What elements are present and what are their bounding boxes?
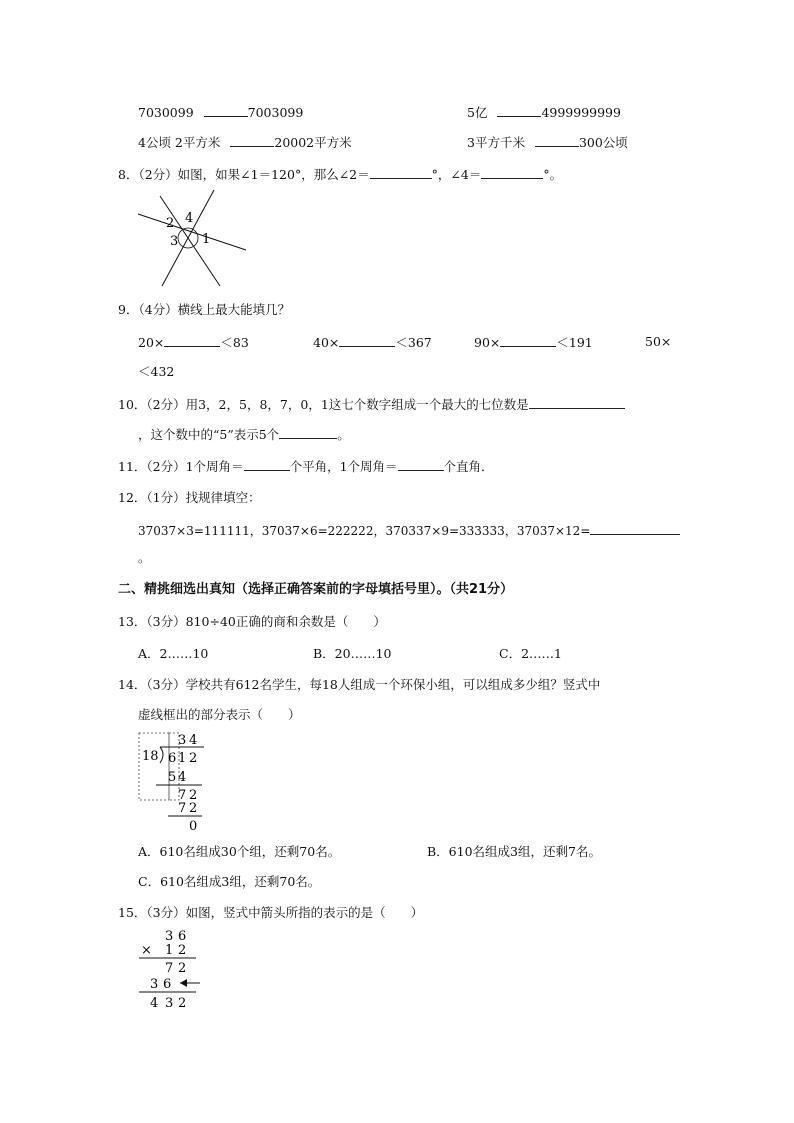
q10-text-c: 。 [337, 427, 350, 442]
q7-row1-right-value: 7003099 [247, 105, 304, 120]
q8-label-1: 1 [202, 232, 211, 247]
q10-text-a: 用3，2，5，8，7，0，1这七个数字组成一个最大的七位数是 [185, 397, 529, 412]
q13-text: 810÷40正确的商和余数是（ ） [185, 614, 386, 629]
q11-text-b: 个平角，1个周角＝ [289, 459, 398, 474]
q7-row2-left-value: 5亿 [467, 105, 488, 120]
q13-question [118, 614, 386, 630]
q9-item4 [645, 334, 671, 350]
q15-text: 如图，竖式中箭头所指的表示的是（ ） [185, 905, 424, 920]
q12-tail [138, 550, 151, 566]
q9-item3-post: ＜191 [556, 335, 593, 350]
q15-partial1-digit1: 7 [165, 961, 174, 976]
q8-angle2-blank[interactable] [370, 166, 432, 179]
q14-question-line2: 虚线框出的部分表示（ ） [138, 707, 301, 722]
q15-top-digit2: 6 [178, 929, 187, 944]
q9-item2 [313, 334, 432, 351]
q9-item1-blank[interactable] [164, 334, 220, 347]
q15-multiplication-figure [136, 926, 216, 1014]
q10-score: （2分） [146, 397, 186, 412]
q13-option-a[interactable]: A．2……10 [138, 646, 209, 661]
q14-option-a[interactable]: A．610名组成30个组，还剩70名。 [138, 844, 341, 859]
q8-text-a: 如图，如果∠1＝120°，那么∠2＝ [177, 167, 370, 182]
q8-label-3: 3 [170, 234, 179, 249]
q14-step3-digit1: 7 [178, 801, 187, 816]
q15-result-digit1: 4 [150, 996, 159, 1011]
q7-row1-answer-blank[interactable] [204, 104, 248, 117]
q7-row3-left-value: 4公顷 2平方米 [138, 135, 221, 150]
q8-label-4: 4 [185, 211, 194, 226]
q9-item3-pre: 90× [474, 335, 501, 350]
q14-long-division-figure [132, 730, 222, 834]
q12-score: （1分） [146, 490, 186, 505]
q9-item4-tail [138, 364, 174, 380]
q14-number: 14． [118, 677, 147, 692]
q13-score: （3分） [146, 614, 186, 629]
q10-question-line2 [138, 426, 350, 443]
q13-option-b[interactable]: B．20……10 [313, 646, 392, 661]
q15-partial2-digit2: 6 [163, 977, 172, 992]
q14-question-line1 [118, 677, 600, 693]
q14-option-c[interactable]: C．610名组成3组，还剩70名。 [138, 874, 321, 889]
q7-row4-left-value: 3平方千米 [467, 135, 525, 150]
q11-text-c: 个直角． [443, 459, 494, 474]
q15-top-digit1: 3 [165, 929, 174, 944]
q9-item2-blank[interactable] [339, 334, 395, 347]
q8-label-2: 2 [166, 216, 175, 231]
q14-dividend-digit2: 1 [178, 751, 187, 766]
q9-item3-blank[interactable] [500, 334, 556, 347]
q9-question [118, 302, 290, 318]
q8-text-c: °。 [543, 167, 563, 182]
q9-prompt: 横线上最大能填几？ [177, 302, 291, 317]
q14-step1-digit1: 5 [168, 770, 177, 785]
q12-question [118, 490, 261, 506]
q15-partial1-digit2: 2 [178, 961, 187, 976]
q14-text-line1: 学校共有612名学生，每18人组成一个环保小组，可以组成多少组？竖式中 [185, 677, 601, 692]
q12-number: 12． [118, 490, 147, 505]
q13-option-c[interactable]: C．2……1 [499, 646, 562, 661]
q15-bottom-digit1: 1 [165, 943, 174, 958]
q7-row2-right-value: 4999999999 [541, 105, 621, 120]
q14-quotient-digit2: 4 [189, 733, 198, 748]
q15-result-digit2: 3 [165, 996, 174, 1011]
q15-bottom-digit2: 2 [178, 943, 187, 958]
q10-question [118, 396, 625, 413]
q15-result-digit3: 2 [178, 996, 187, 1011]
q11-right-angle-blank[interactable] [398, 458, 444, 471]
q14-remainder: 0 [189, 819, 198, 834]
q8-question [118, 166, 562, 183]
q9-tail: ＜432 [138, 364, 175, 379]
q14-dividend-digit3: 2 [189, 751, 198, 766]
q7-row1-left [138, 104, 303, 121]
q14-dashed-box-left [139, 733, 169, 800]
q15-question [118, 905, 423, 921]
q7-row4 [467, 134, 628, 151]
q14-step3-digit2: 2 [189, 801, 198, 816]
q9-item1-post: ＜83 [220, 335, 249, 350]
q9-item4-pre: 50× [645, 334, 672, 349]
q12-prompt: 找规律填空： [185, 490, 261, 505]
q13-number: 13． [118, 614, 147, 629]
q14-score: （3分） [146, 677, 186, 692]
q12-pattern-line [138, 522, 680, 539]
q10-text-b: ，这个数中的“5”表示5个 [138, 427, 280, 442]
q9-item3 [474, 334, 593, 351]
q9-item2-pre: 40× [313, 335, 340, 350]
q7-row3-right-value: 20002平方米 [274, 135, 352, 150]
q12-answer-blank[interactable] [590, 522, 680, 535]
q12-pattern-text: 37037×3=111111，37037×6=222222，370337×9=333333，37037×12= [138, 524, 591, 538]
q7-row2-answer-blank[interactable] [497, 104, 541, 117]
q15-score: （3分） [146, 905, 186, 920]
q8-angle4-blank[interactable] [481, 166, 543, 179]
q8-number: 8． [118, 167, 139, 182]
q11-question [118, 458, 494, 475]
q10-number-blank[interactable] [529, 396, 625, 409]
q10-number: 10． [118, 397, 147, 412]
q10-unit-blank[interactable] [279, 426, 337, 439]
q14-division-bracket [160, 747, 163, 763]
q8-score: （2分） [138, 167, 178, 182]
section2-heading: 二、精挑细选出真知（选择正确答案前的字母填括号里）。（共21分） [118, 582, 514, 597]
q14-step2-digit2: 2 [189, 788, 198, 803]
q14-divisor: 18 [142, 749, 159, 764]
q14-option-b[interactable]: B．610名组成3组，还剩7名。 [427, 844, 601, 859]
q7-row1-left-value: 7030099 [138, 105, 194, 120]
q7-row3 [138, 134, 352, 151]
q9-item2-post: ＜367 [395, 335, 432, 350]
q15-arrow-icon [180, 979, 200, 987]
q11-straight-angle-blank[interactable] [244, 458, 290, 471]
q14-dividend-digit1: 6 [168, 751, 177, 766]
q15-number: 15． [118, 905, 147, 920]
q7-row3-answer-blank[interactable] [230, 134, 274, 147]
q11-text-a: 1个周角＝ [185, 459, 244, 474]
q15-times-sign: × [141, 943, 152, 958]
q11-score: （2分） [146, 459, 186, 474]
q8-text-b: °，∠4＝ [431, 167, 482, 182]
q9-item1 [138, 334, 249, 351]
q8-angle-figure [132, 186, 250, 290]
q7-row2 [467, 104, 621, 121]
q11-number: 11． [118, 459, 147, 474]
q9-number: 9． [118, 302, 139, 317]
q7-row4-right-value: 300公顷 [578, 135, 628, 150]
q14-quotient-digit1: 3 [178, 733, 187, 748]
q15-partial2-digit1: 3 [150, 977, 159, 992]
q12-tail-text: 。 [138, 550, 151, 565]
q9-item1-pre: 20× [138, 335, 165, 350]
q7-row4-answer-blank[interactable] [535, 134, 579, 147]
q14-step1-digit2: 4 [178, 770, 187, 785]
q9-score: （4分） [138, 302, 178, 317]
q14-step2-digit1: 7 [178, 788, 187, 803]
